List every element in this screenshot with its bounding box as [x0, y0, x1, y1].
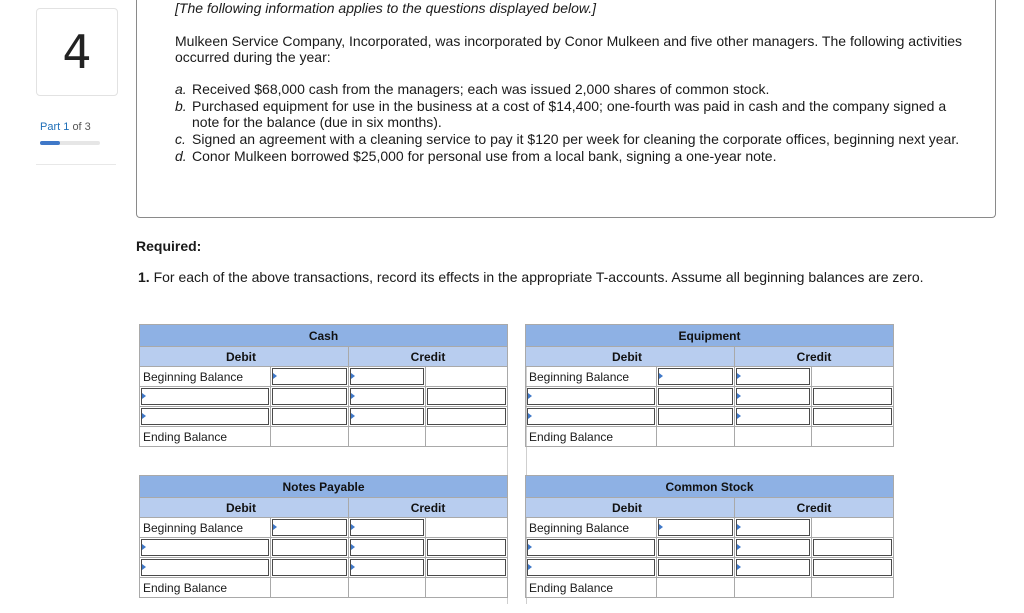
empty-cell [812, 367, 894, 387]
part-progress-fill [40, 141, 60, 145]
credit-amount-input[interactable] [813, 539, 892, 556]
debit-transaction-select[interactable] [141, 388, 269, 405]
instruction-number: 1. [138, 269, 150, 285]
transaction-item [175, 98, 975, 130]
credit-amount-cell [812, 387, 894, 407]
credit-amount-input[interactable] [427, 408, 506, 425]
credit-transaction-select[interactable] [736, 388, 810, 405]
credit-amount-input[interactable] [427, 388, 506, 405]
transaction-list [175, 81, 975, 165]
credit-transaction-select[interactable] [736, 539, 810, 556]
part-current: 1 [63, 121, 70, 133]
credit-transaction-select[interactable] [736, 408, 810, 425]
instruction-text: For each of the above transactions, record its effects in the appropriate T-accounts. Assume all beginning balances are zero. [149, 269, 924, 285]
part-total: of 3 [72, 121, 91, 133]
debit-transaction-cell [526, 558, 657, 578]
credit-transaction-cell [349, 538, 426, 558]
transaction-item [175, 148, 975, 164]
empty-cell [426, 367, 508, 387]
debit-amount-cell [657, 387, 735, 407]
ending-credit-cell [735, 427, 812, 447]
debit-transaction-select[interactable] [141, 559, 269, 576]
debit-amount-input[interactable] [272, 408, 347, 425]
question-number-box[interactable] [36, 8, 118, 96]
transaction-letter: a. [175, 81, 187, 97]
transaction-item [175, 131, 975, 147]
debit-amount-input[interactable] [658, 559, 733, 576]
beginning-credit-input[interactable] [736, 368, 810, 385]
beginning-debit-cell [271, 518, 349, 538]
debit-amount-cell [657, 538, 735, 558]
beginning-balance-label: Beginning Balance [140, 367, 271, 387]
debit-header: Debit [140, 347, 349, 367]
credit-transaction-cell [735, 558, 812, 578]
ending-credit-cell [349, 578, 426, 598]
debit-transaction-select[interactable] [527, 539, 655, 556]
ending-debit-cell [657, 578, 735, 598]
credit-amount-cell [426, 558, 508, 578]
debit-transaction-select[interactable] [527, 408, 655, 425]
equipment-t-account [525, 324, 894, 447]
debit-header: Debit [526, 498, 735, 518]
account-title: Notes Payable [140, 476, 508, 498]
required-heading: Required: [136, 238, 202, 254]
credit-transaction-select[interactable] [736, 559, 810, 576]
debit-amount-input[interactable] [272, 539, 347, 556]
debit-amount-cell [271, 538, 349, 558]
transaction-text: Signed an agreement with a cleaning service to pay it $120 per week for cleaning the corporate offices, beginning next year. [192, 131, 960, 147]
credit-amount-input[interactable] [813, 559, 892, 576]
credit-transaction-select[interactable] [350, 388, 424, 405]
debit-transaction-select[interactable] [141, 539, 269, 556]
transaction-item [175, 81, 975, 97]
credit-transaction-cell [735, 407, 812, 427]
debit-amount-input[interactable] [658, 408, 733, 425]
empty-cell [812, 427, 894, 447]
beginning-debit-cell [657, 518, 735, 538]
credit-transaction-cell [349, 558, 426, 578]
ending-debit-cell [657, 427, 735, 447]
common-stock-t-account [525, 475, 894, 598]
info-header: [The following information applies to the questions displayed below.] [175, 0, 597, 16]
empty-cell [426, 427, 508, 447]
beginning-credit-cell [349, 367, 426, 387]
info-intro: Mulkeen Service Company, Incorporated, was incorporated by Conor Mulkeen and five other managers. The following activities occurred during the year: [175, 33, 962, 65]
transaction-text: Conor Mulkeen borrowed $25,000 for personal use from a local bank, signing a one-year note. [192, 148, 777, 164]
debit-transaction-cell [526, 387, 657, 407]
debit-transaction-select[interactable] [527, 388, 655, 405]
account-title: Cash [140, 325, 508, 347]
transaction-letter: c. [175, 131, 186, 147]
empty-cell [426, 578, 508, 598]
debit-amount-cell [271, 558, 349, 578]
credit-amount-cell [812, 407, 894, 427]
credit-transaction-cell [735, 538, 812, 558]
beginning-debit-input[interactable] [658, 519, 733, 536]
debit-amount-input[interactable] [658, 539, 733, 556]
ending-balance-label: Ending Balance [140, 578, 271, 598]
credit-amount-cell [426, 387, 508, 407]
credit-transaction-cell [735, 387, 812, 407]
credit-amount-cell [426, 538, 508, 558]
problem-info-box [136, 0, 996, 218]
credit-header: Credit [735, 498, 894, 518]
debit-transaction-cell [140, 558, 271, 578]
debit-header: Debit [140, 498, 349, 518]
credit-header: Credit [349, 498, 508, 518]
beginning-credit-input[interactable] [350, 368, 424, 385]
debit-amount-cell [271, 407, 349, 427]
transaction-text: Purchased equipment for use in the business at a cost of $14,400; one-fourth was paid in cash and the company signed a note for the balance (due in six months). [192, 98, 947, 130]
beginning-credit-cell [735, 367, 812, 387]
empty-cell [812, 578, 894, 598]
debit-amount-cell [657, 407, 735, 427]
credit-amount-cell [812, 558, 894, 578]
credit-transaction-select[interactable] [350, 559, 424, 576]
debit-transaction-cell [526, 538, 657, 558]
credit-transaction-select[interactable] [350, 539, 424, 556]
ending-balance-label: Ending Balance [526, 427, 657, 447]
transaction-letter: b. [175, 98, 187, 114]
ending-credit-cell [735, 578, 812, 598]
beginning-debit-input[interactable] [272, 519, 347, 536]
debit-transaction-cell [140, 407, 271, 427]
beginning-credit-input[interactable] [736, 519, 810, 536]
ending-debit-cell [271, 427, 349, 447]
beginning-debit-cell [657, 367, 735, 387]
beginning-debit-input[interactable] [658, 368, 733, 385]
part-word: Part [40, 121, 61, 133]
credit-transaction-select[interactable] [350, 408, 424, 425]
empty-cell [426, 518, 508, 538]
credit-amount-input[interactable] [427, 539, 506, 556]
notes-payable-t-account [139, 475, 508, 598]
account-gutter [507, 324, 527, 604]
empty-cell [812, 518, 894, 538]
credit-amount-input[interactable] [813, 408, 892, 425]
transaction-letter: d. [175, 148, 187, 164]
debit-amount-input[interactable] [272, 388, 347, 405]
ending-debit-cell [271, 578, 349, 598]
beginning-debit-input[interactable] [272, 368, 347, 385]
cash-t-account [139, 324, 508, 447]
rail-divider [36, 164, 116, 165]
transaction-text: Received $68,000 cash from the managers; each was issued 2,000 shares of common stock. [192, 81, 770, 97]
debit-transaction-cell [526, 407, 657, 427]
account-title: Equipment [526, 325, 894, 347]
credit-transaction-cell [349, 387, 426, 407]
debit-transaction-select[interactable] [527, 559, 655, 576]
debit-amount-input[interactable] [272, 559, 347, 576]
credit-amount-input[interactable] [427, 559, 506, 576]
debit-header: Debit [526, 347, 735, 367]
debit-amount-input[interactable] [658, 388, 733, 405]
beginning-credit-input[interactable] [350, 519, 424, 536]
credit-header: Credit [735, 347, 894, 367]
credit-amount-cell [426, 407, 508, 427]
beginning-balance-label: Beginning Balance [526, 518, 657, 538]
beginning-debit-cell [271, 367, 349, 387]
debit-transaction-cell [140, 538, 271, 558]
debit-transaction-select[interactable] [141, 408, 269, 425]
question-number: 4 [62, 25, 92, 79]
credit-amount-cell [812, 538, 894, 558]
beginning-balance-label: Beginning Balance [526, 367, 657, 387]
beginning-balance-label: Beginning Balance [140, 518, 271, 538]
ending-balance-label: Ending Balance [140, 427, 271, 447]
part-progress-bar [40, 141, 100, 145]
ending-credit-cell [349, 427, 426, 447]
credit-amount-input[interactable] [813, 388, 892, 405]
ending-balance-label: Ending Balance [526, 578, 657, 598]
beginning-credit-cell [349, 518, 426, 538]
required-instruction [138, 269, 924, 285]
credit-transaction-cell [349, 407, 426, 427]
debit-amount-cell [657, 558, 735, 578]
beginning-credit-cell [735, 518, 812, 538]
debit-transaction-cell [140, 387, 271, 407]
part-indicator [40, 121, 91, 133]
credit-header: Credit [349, 347, 508, 367]
debit-amount-cell [271, 387, 349, 407]
account-title: Common Stock [526, 476, 894, 498]
